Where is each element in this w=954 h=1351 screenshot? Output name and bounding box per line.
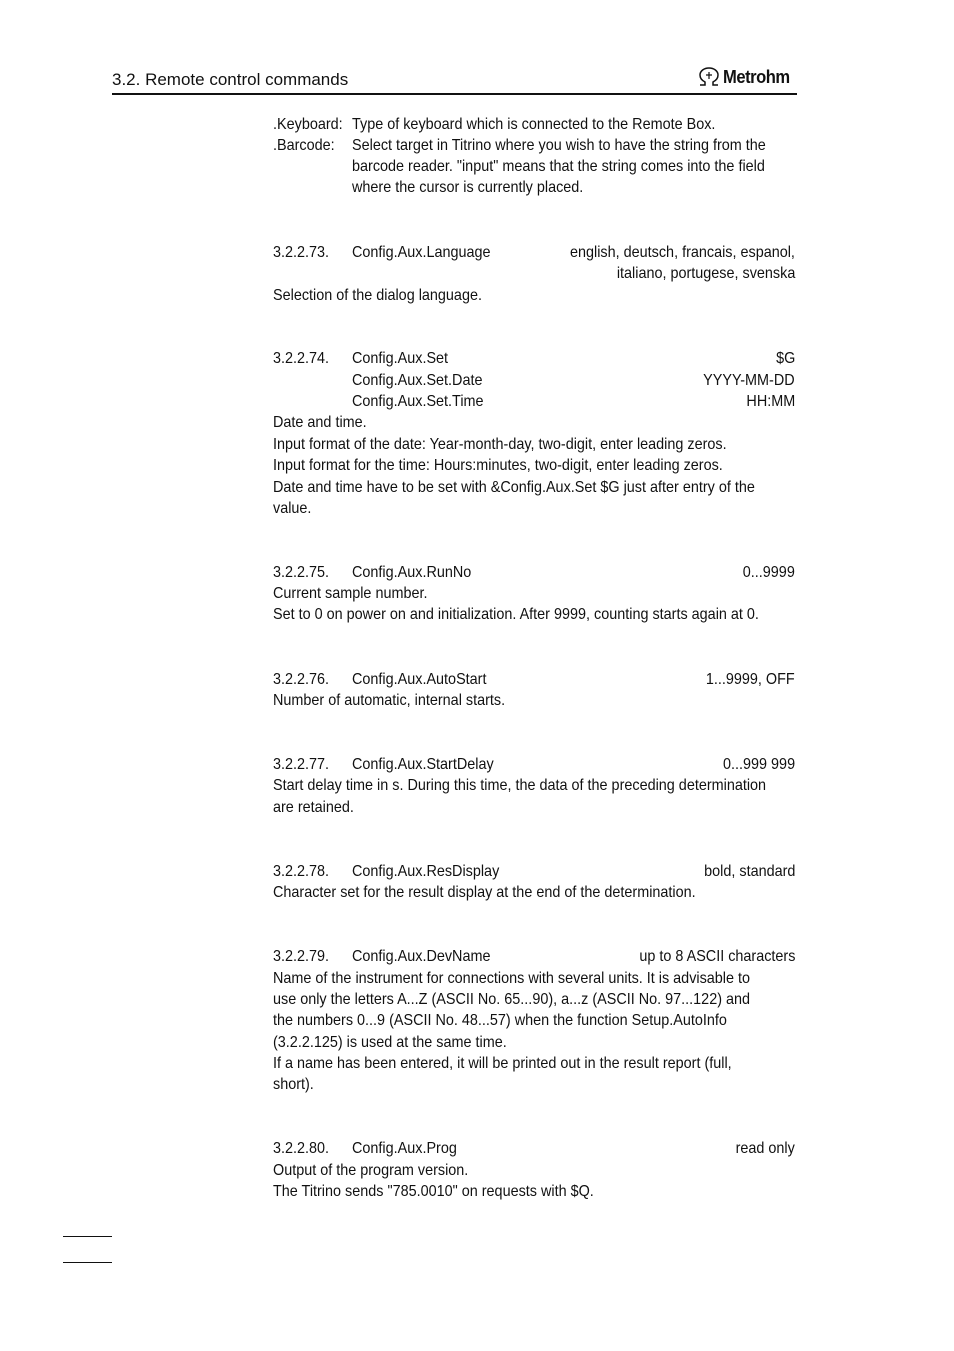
section-desc-line: Current sample number.: [273, 585, 428, 602]
section-desc-line: The Titrino sends "785.0010" on requests with $Q.: [273, 1183, 594, 1200]
intro-term: .Keyboard:: [273, 116, 343, 133]
section-desc-line: Set to 0 on power on and initialization. After 9999, counting starts again at 0.: [273, 606, 759, 623]
section-number: 3.2.2.76.: [273, 671, 330, 688]
section-desc-line: short).: [273, 1076, 314, 1093]
section-desc-line: (3.2.2.125) is used at the same time.: [273, 1034, 507, 1051]
intro-desc-line: Type of keyboard which is connected to the Remote Box.: [352, 116, 716, 133]
footer-rule-top: [63, 1236, 112, 1237]
section-desc-line: Date and time.: [273, 414, 367, 431]
command-value: $G: [775, 350, 795, 367]
command-name: Config.Aux.Language: [352, 244, 491, 261]
command-name: Config.Aux.AutoStart: [352, 671, 487, 688]
intro-desc-line: Select target in Titrino where you wish to have the string from the: [352, 137, 766, 154]
section-number: 3.2.2.78.: [273, 863, 330, 880]
footer-rule-bottom: [63, 1262, 112, 1263]
omega-icon: [697, 66, 721, 88]
logo-wordmark: Metrohm: [723, 67, 790, 87]
intro-desc-line: where the cursor is currently placed.: [352, 179, 584, 196]
section-number: 3.2.2.80.: [273, 1140, 330, 1157]
command-name: Config.Aux.Prog: [352, 1140, 457, 1157]
command-value: bold, standard: [703, 863, 795, 880]
section-desc-line: Input format for the time: Hours:minutes, two-digit, enter leading zeros.: [273, 457, 723, 474]
section-desc-line: Date and time have to be set with &Config.Aux.Set $G just after entry of the: [273, 479, 755, 496]
section-desc-line: Input format of the date: Year-month-day, two-digit, enter leading zeros.: [273, 436, 727, 453]
section-desc-line: Start delay time in s. During this time, the data of the preceding determination: [273, 777, 767, 794]
section-header-title: 3.2. Remote control commands: [112, 70, 349, 89]
section-desc-line: the numbers 0...9 (ASCII No. 48...57) when the function Setup.AutoInfo: [273, 1012, 727, 1029]
section-desc-line: value.: [273, 500, 312, 517]
command-value: italiano, portugese, svenska: [616, 265, 795, 282]
command-name: Config.Aux.ResDisplay: [352, 863, 500, 880]
command-value: YYYY-MM-DD: [703, 372, 795, 389]
command-value: 1...9999, OFF: [706, 671, 795, 688]
section-number: 3.2.2.75.: [273, 564, 330, 581]
section-desc-line: Character set for the result display at the end of the determination.: [273, 884, 696, 901]
command-value: up to 8 ASCII characters: [638, 948, 795, 965]
command-name: Config.Aux.Set.Date: [352, 372, 483, 389]
section-desc-line: use only the letters A...Z (ASCII No. 65...90), a...z (ASCII No. 97...122) and: [273, 991, 751, 1008]
intro-desc-line: barcode reader. "input" means that the string comes into the field: [352, 158, 765, 175]
section-number: 3.2.2.77.: [273, 756, 330, 773]
header-rule: [112, 93, 797, 95]
section-number: 3.2.2.79.: [273, 948, 330, 965]
command-name: Config.Aux.Set: [352, 350, 449, 367]
section-desc-line: Selection of the dialog language.: [273, 287, 482, 304]
section-desc-line: are retained.: [273, 799, 354, 816]
command-value: english, deutsch, francais, espanol,: [570, 244, 795, 261]
section-desc-line: Number of automatic, internal starts.: [273, 692, 506, 709]
command-value: HH:MM: [746, 393, 795, 410]
section-number: 3.2.2.74.: [273, 350, 330, 367]
metrohm-logo: [697, 66, 797, 90]
command-value: 0...999 999: [722, 756, 795, 773]
command-name: Config.Aux.RunNo: [352, 564, 472, 581]
command-name: Config.Aux.Set.Time: [352, 393, 484, 410]
command-name: Config.Aux.StartDelay: [352, 756, 494, 773]
command-value: read only: [735, 1140, 795, 1157]
section-number: 3.2.2.73.: [273, 244, 330, 261]
section-desc-line: Name of the instrument for connections with several units. It is advisable to: [273, 970, 751, 987]
intro-term: .Barcode:: [273, 137, 335, 154]
command-value: 0...9999: [742, 564, 795, 581]
command-name: Config.Aux.DevName: [352, 948, 491, 965]
section-desc-line: Output of the program version.: [273, 1162, 469, 1179]
section-desc-line: If a name has been entered, it will be printed out in the result report (full,: [273, 1055, 732, 1072]
